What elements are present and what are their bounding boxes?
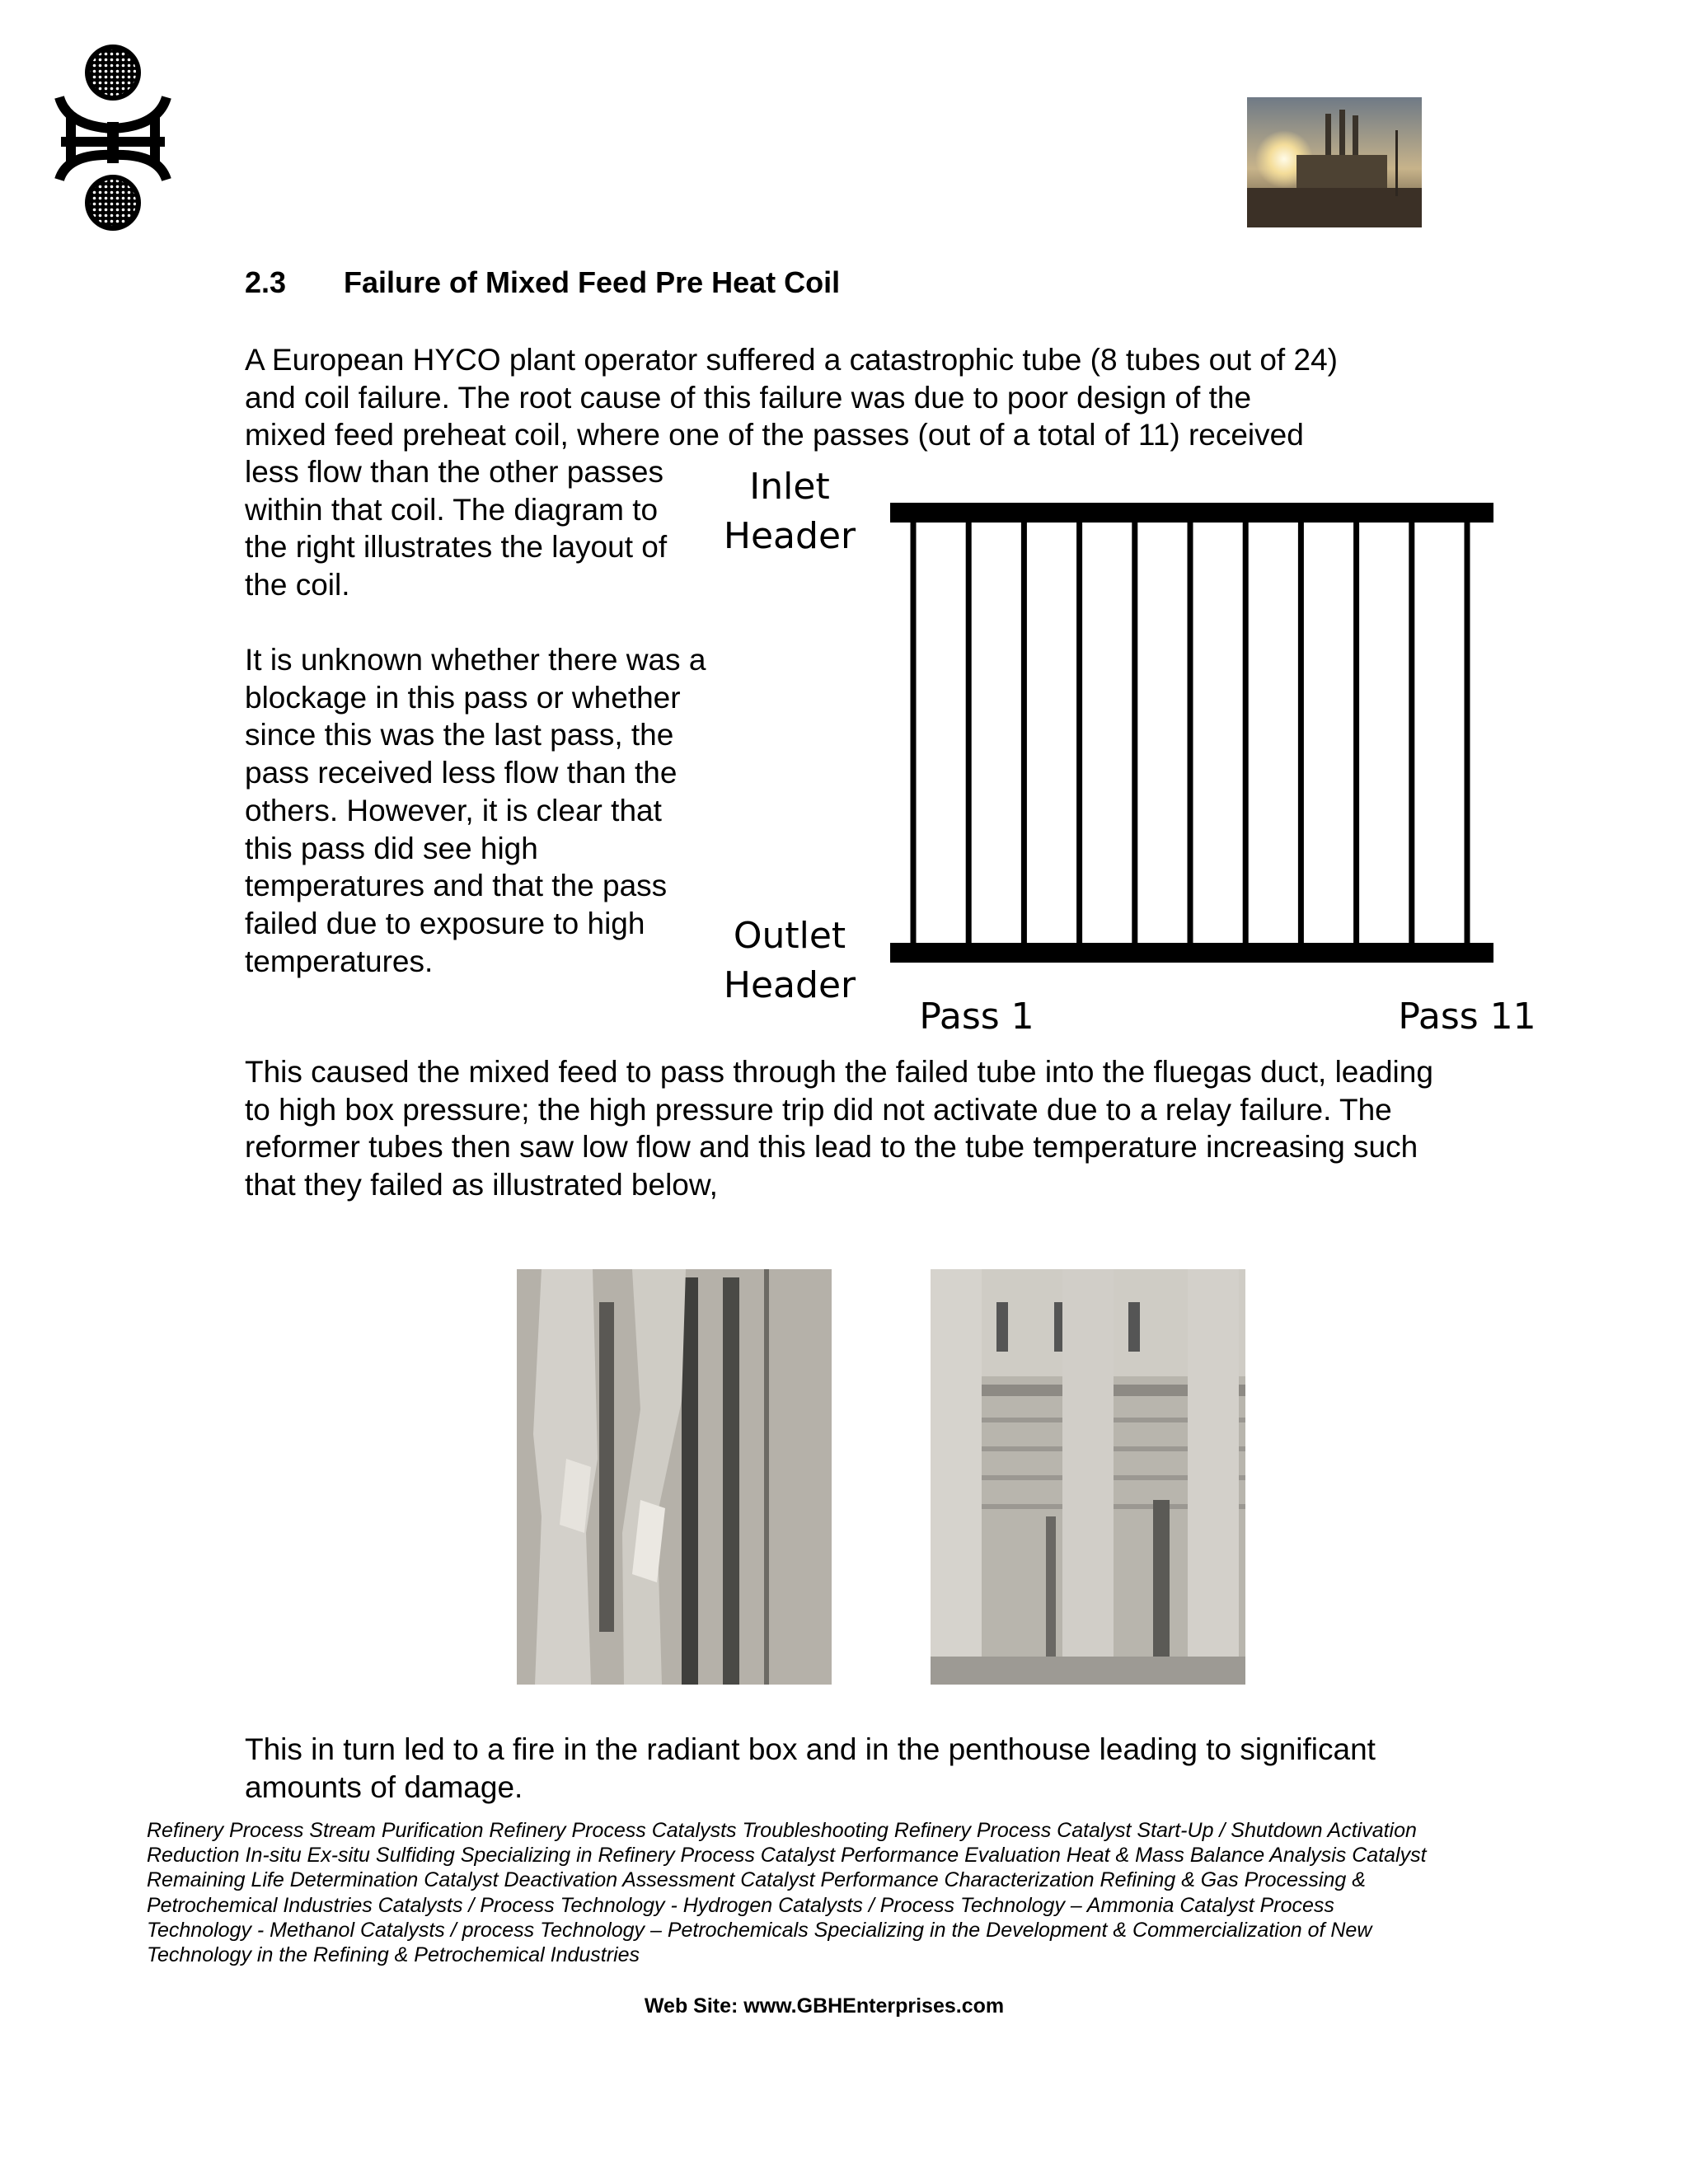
inlet-header-label: Header	[723, 515, 856, 557]
pass-tube-11	[1465, 523, 1470, 943]
intro-line: mixed feed preheat coil, where one of the passes (out of a total of 11) received	[245, 418, 1304, 452]
outlet-header-label: Outlet	[733, 915, 846, 957]
last-pass-label: Pass 11	[1398, 996, 1536, 1038]
intro-line: and coil failure. The root cause of this failure was due to poor design of the	[245, 380, 1252, 415]
pass-tube-1	[911, 523, 917, 943]
footer-description: Refinery Process Stream Purification Refinery Process Catalysts Troubleshooting Refinery Process Catalyst Start-Up / Shutdown Activation Reduction In-situ Ex-situ Sulfiding Specializing in Refinery Process Catalyst Performance Evaluation Heat & Mass Balance Analysis Catalyst Remaining Life Determination Catalyst Deactivation Assessment Catalyst Performance Characterization Refining & Gas Processing & Petrochemical Industries Catalysts / Process Technology - Hydrogen Catalysts / Process Technology – Ammonia Catalyst Process Technology - Methanol Catalysts / process Technology – Petrochemicals Specializing in the Development & Commercialization of New Technology in the Refining & Petrochemical Industries	[147, 1819, 1427, 1967]
refinery-sunset-photo	[1247, 97, 1422, 227]
pass-tubes	[911, 523, 1470, 943]
pass-tube-7	[1243, 523, 1249, 943]
pass-tube-3	[1021, 523, 1027, 943]
intro-line: A European HYCO plant operator suffered a catastrophic tube (8 tubes out of 24)	[245, 343, 1338, 377]
pass-tube-8	[1298, 523, 1304, 943]
company-logo-icon	[51, 40, 175, 237]
inlet-header-label: Inlet	[749, 466, 830, 508]
outcome-paragraph: This in turn led to a fire in the radiant box and in the penthouse leading to significant amounts of damage.	[245, 1732, 1376, 1804]
pass-tube-4	[1076, 523, 1082, 943]
outlet-header-label: Header	[723, 964, 856, 1006]
pass-tube-5	[1132, 523, 1137, 943]
section-heading	[245, 265, 840, 300]
failed-tubes-photo-right	[931, 1269, 1245, 1685]
section-title: Failure of Mixed Feed Pre Heat Coil	[344, 265, 841, 299]
pass-tube-9	[1353, 523, 1359, 943]
section-number: 2.3	[245, 265, 287, 299]
outlet-header-bar	[890, 943, 1493, 963]
first-pass-label: Pass 1	[919, 996, 1034, 1038]
pass-tube-6	[1188, 523, 1193, 943]
pass-tube-2	[966, 523, 972, 943]
consequence-paragraph: This caused the mixed feed to pass through the failed tube into the fluegas duct, leading to high box pressure; the high pressure trip did not activate due to a relay failure. The reformer tubes then saw low flow and this lead to the tube temperature increasing such that they failed as illustrated below,	[245, 1055, 1433, 1202]
pass-tube-10	[1409, 523, 1414, 943]
failed-tubes-photo-left	[517, 1269, 832, 1685]
coil-layout-diagram	[701, 462, 1541, 1038]
intro-paragraph	[245, 341, 1456, 454]
footer-website: Web Site: www.GBHEnterprises.com	[644, 1994, 1005, 2018]
intro-paragraph-continued: less flow than the other passes within that coil. The diagram to the right illustrates the layout of the coil.	[245, 455, 668, 602]
inlet-header-bar	[890, 503, 1493, 523]
blockage-paragraph: It is unknown whether there was a blockage in this pass or whether since this was the last pass, the pass received less flow than the others. However, it is clear that this pass did see high temperatures and that the pass failed due to exposure to high temperatures.	[245, 643, 706, 978]
